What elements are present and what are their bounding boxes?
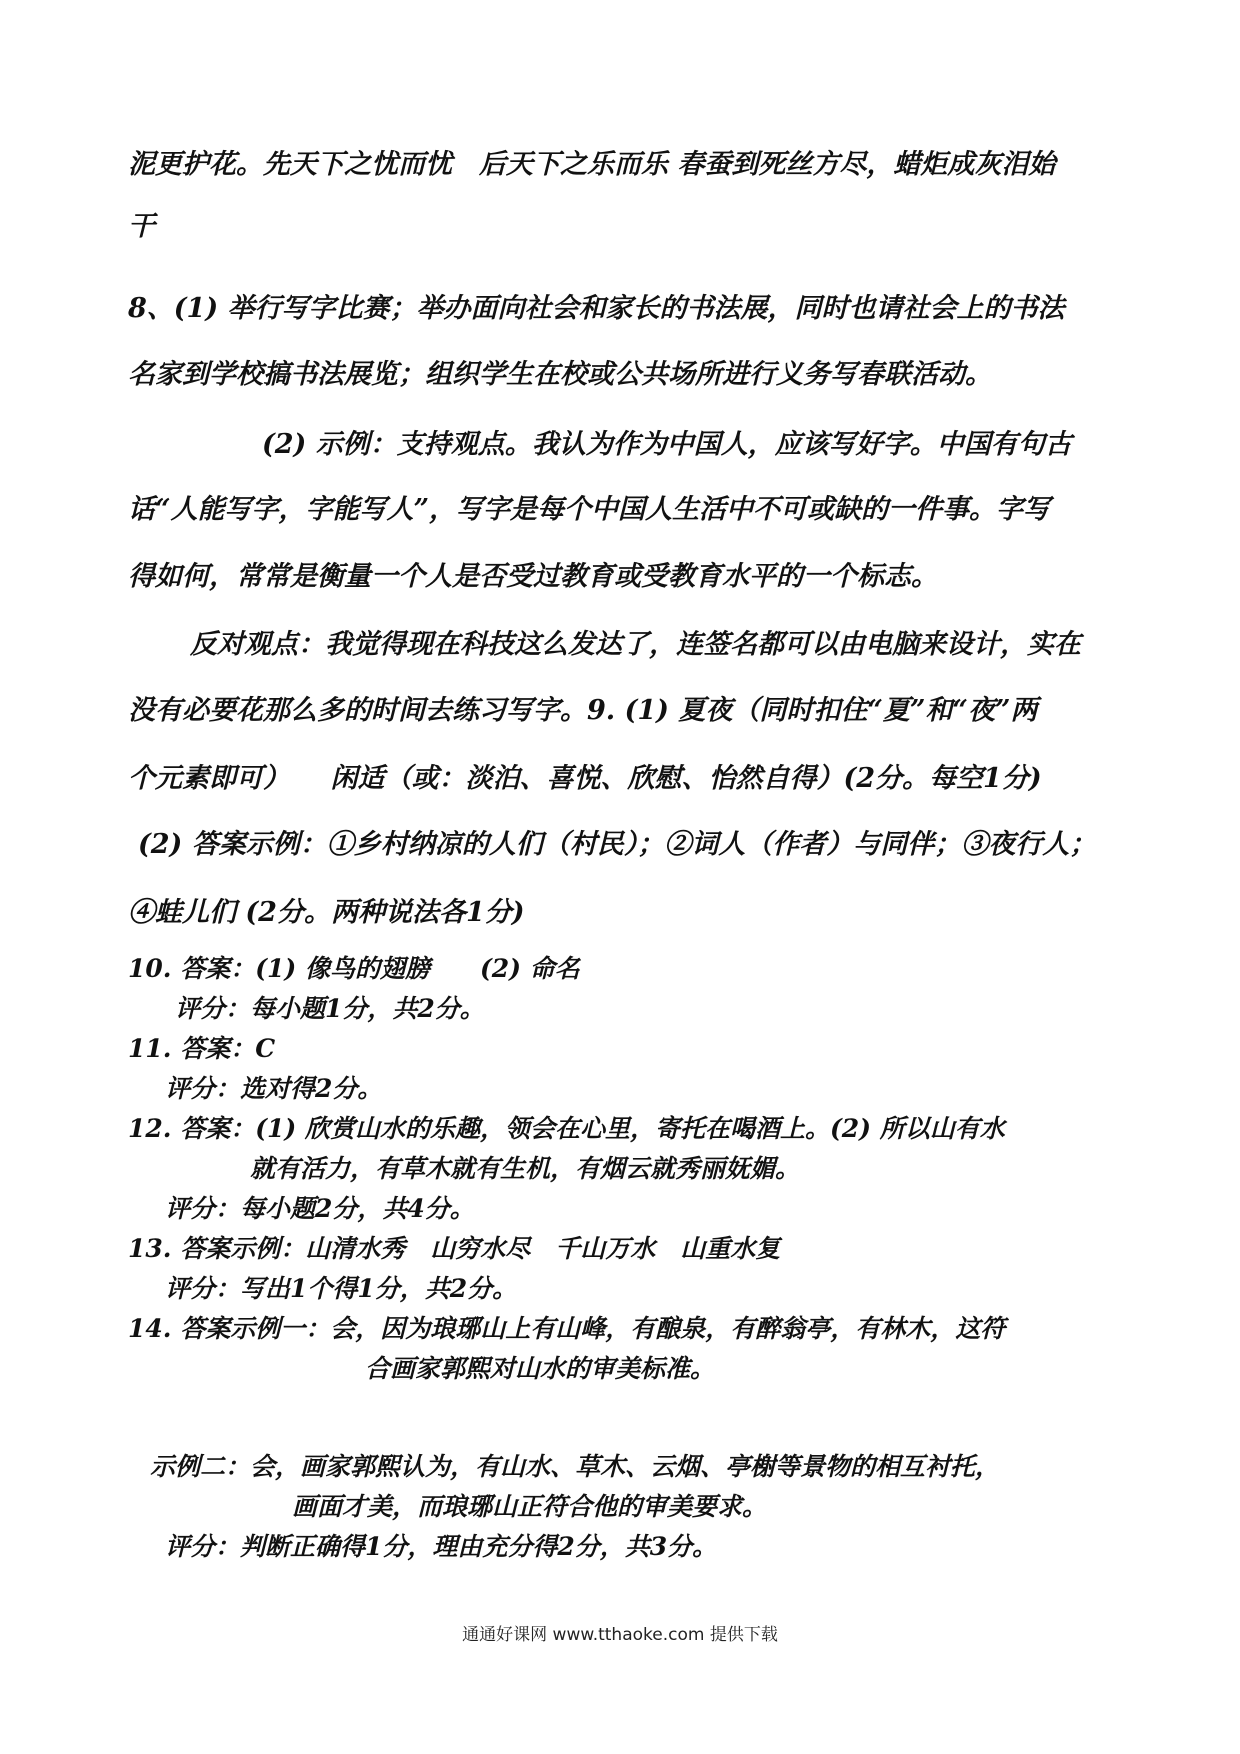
text-line-10: 个元素即可） 闲适（或：淡泊、喜悦、欣慰、怡然自得）(2分。每空1分) bbox=[128, 763, 1042, 794]
text-line-8: 反对观点：我觉得现在科技这么发达了，连签名都可以由电脑来设计，实在 bbox=[190, 629, 1081, 660]
answer-11: 11. 答案：C bbox=[128, 1034, 276, 1063]
text-line-5: (2) 示例：支持观点。我认为作为中国人，应该写好字。中国有句古 bbox=[262, 429, 1072, 460]
score-12: 评分：每小题2分，共4分。 bbox=[165, 1194, 475, 1223]
text-line-7: 得如何，常常是衡量一个人是否受过教育或受教育水平的一个标志。 bbox=[128, 561, 938, 592]
score-10: 评分：每小题1分，共2分。 bbox=[175, 994, 485, 1023]
text-line-11: (2) 答案示例：①乡村纳凉的人们（村民）；②词人（作者）与同伴；③夜行人； bbox=[138, 829, 1097, 860]
answer-12-line-2: 就有活力，有草木就有生机，有烟云就秀丽妩媚。 bbox=[250, 1154, 801, 1183]
text-line-12: ④蛙儿们 (2分。两种说法各1分) bbox=[128, 897, 525, 928]
answer-14-line-2: 合画家郭熙对山水的审美标准。 bbox=[365, 1354, 716, 1383]
text-line-2: 干 bbox=[128, 211, 155, 242]
score-11: 评分：选对得2分。 bbox=[165, 1074, 383, 1103]
text-line-9: 没有必要花那么多的时间去练习写字。9. (1) 夏夜（同时扣住“夏”和“夜”两 bbox=[128, 695, 1038, 726]
text-line-4: 名家到学校搞书法展览；组织学生在校或公共场所进行义务写春联活动。 bbox=[128, 359, 992, 390]
example-2-line-2: 画面才美，而琅琊山正符合他的审美要求。 bbox=[292, 1492, 768, 1521]
example-2-line-1: 示例二：会，画家郭熙认为，有山水、草木、云烟、亭榭等景物的相互衬托， bbox=[150, 1452, 1001, 1481]
footer-source: 通通好课网 www.tthaoke.com 提供下载 bbox=[462, 1625, 778, 1645]
score-13: 评分：写出1个得1分，共2分。 bbox=[165, 1274, 518, 1303]
text-line-1: 泥更护花。先天下之忧而忧 后天下之乐而乐 春蚕到死丝方尽，蜡炬成灰泪始 bbox=[128, 149, 1056, 180]
answer-13: 13. 答案示例：山清水秀 山穷水尽 千山万水 山重水复 bbox=[128, 1234, 781, 1263]
score-14: 评分：判断正确得1分，理由充分得2分，共3分。 bbox=[165, 1532, 718, 1561]
answer-12-line-1: 12. 答案：(1) 欣赏山水的乐趣，领会在心里，寄托在喝酒上。(2) 所以山有水 bbox=[128, 1114, 1005, 1143]
answer-10: 10. 答案：(1) 像鸟的翅膀 (2) 命名 bbox=[128, 954, 580, 983]
answer-14-line-1: 14. 答案示例一：会，因为琅琊山上有山峰，有酿泉，有醉翁亭，有林木，这符 bbox=[128, 1314, 1006, 1343]
text-line-3: 8、(1) 举行写字比赛；举办面向社会和家长的书法展，同时也请社会上的书法 bbox=[128, 293, 1065, 324]
text-line-6: 话“人能写字，字能写人”，写字是每个中国人生活中不可或缺的一件事。字写 bbox=[128, 494, 1051, 525]
